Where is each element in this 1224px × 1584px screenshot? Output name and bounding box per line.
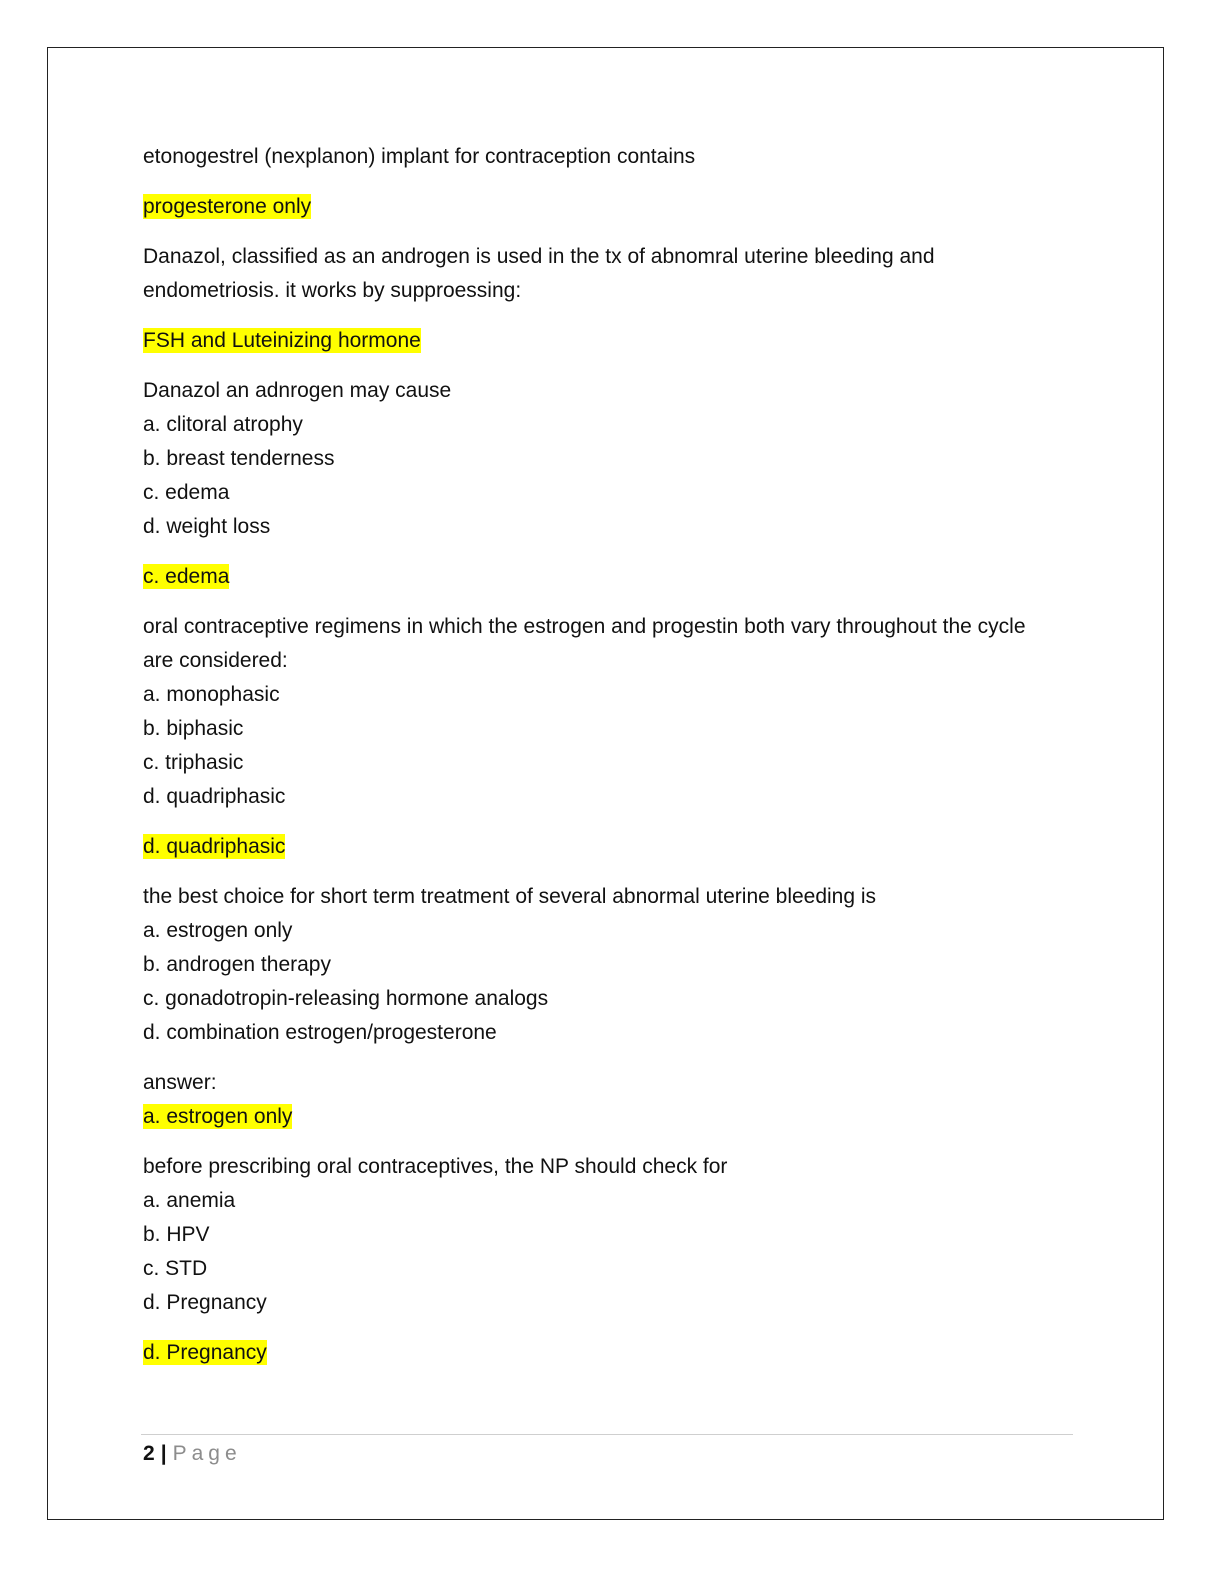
text-line [143, 780, 1083, 814]
text-line [143, 644, 1083, 678]
line-text: answer: [143, 1071, 217, 1094]
line-text: d. combination estrogen/progesterone [143, 1021, 497, 1044]
line-text: etonogestrel (nexplanon) implant for contraception contains [143, 145, 696, 168]
document-body [143, 140, 1083, 1370]
line-text: c. edema [143, 481, 230, 504]
text-line [143, 948, 1083, 982]
text-line [143, 442, 1083, 476]
highlighted-answer: a. estrogen only [143, 1105, 293, 1128]
answer-line [143, 190, 1083, 224]
line-text: b. breast tenderness [143, 447, 335, 470]
footer-separator: | [160, 1442, 167, 1465]
text-line [143, 914, 1083, 948]
text-line [143, 408, 1083, 442]
line-text: d. weight loss [143, 515, 271, 538]
text-line [143, 880, 1083, 914]
text-line [143, 746, 1083, 780]
text-line [143, 510, 1083, 544]
footer-divider [141, 1434, 1073, 1435]
text-line [143, 1016, 1083, 1050]
line-text: the best choice for short term treatment of several abnormal uterine bleeding is [143, 885, 877, 908]
line-text: a. estrogen only [143, 919, 293, 942]
page-footer [143, 1440, 242, 1468]
page-number: 2 [143, 1442, 155, 1465]
answer-line [143, 560, 1083, 594]
line-text: endometriosis. it works by supproessing: [143, 279, 522, 302]
page-label: Page [172, 1442, 242, 1465]
line-text: are considered: [143, 649, 288, 672]
line-text: b. biphasic [143, 717, 244, 740]
text-line [143, 374, 1083, 408]
text-line [143, 1286, 1083, 1320]
line-text: a. anemia [143, 1189, 236, 1212]
line-text: d. quadriphasic [143, 785, 286, 808]
line-text: c. gonadotropin-releasing hormone analogs [143, 987, 549, 1010]
highlighted-answer: c. edema [143, 565, 230, 588]
text-line [143, 1218, 1083, 1252]
line-text: b. HPV [143, 1223, 210, 1246]
line-text: Danazol, classified as an androgen is used in the tx of abnomral uterine bleeding and [143, 245, 935, 268]
line-text: b. androgen therapy [143, 953, 331, 976]
text-line [143, 1252, 1083, 1286]
highlighted-answer: d. Pregnancy [143, 1341, 267, 1364]
highlighted-answer: d. quadriphasic [143, 835, 286, 858]
text-line [143, 712, 1083, 746]
text-line [143, 1150, 1083, 1184]
text-line [143, 678, 1083, 712]
line-text: c. STD [143, 1257, 208, 1280]
line-text: oral contraceptive regimens in which the estrogen and progestin both vary throughout the cycle [143, 615, 1026, 638]
line-text: d. Pregnancy [143, 1291, 267, 1314]
text-line [143, 1184, 1083, 1218]
highlighted-answer: FSH and Luteinizing hormone [143, 329, 421, 352]
text-line [143, 274, 1083, 308]
answer-line [143, 830, 1083, 864]
text-line [143, 240, 1083, 274]
line-text: Danazol an adnrogen may cause [143, 379, 452, 402]
text-line [143, 1066, 1083, 1100]
answer-line [143, 324, 1083, 358]
text-line [143, 610, 1083, 644]
answer-line [143, 1100, 1083, 1134]
line-text: c. triphasic [143, 751, 244, 774]
line-text: a. monophasic [143, 683, 280, 706]
text-line [143, 476, 1083, 510]
text-line [143, 140, 1083, 174]
answer-line [143, 1336, 1083, 1370]
highlighted-answer: progesterone only [143, 195, 312, 218]
line-text: before prescribing oral contraceptives, the NP should check for [143, 1155, 728, 1178]
line-text: a. clitoral atrophy [143, 413, 303, 436]
text-line [143, 982, 1083, 1016]
